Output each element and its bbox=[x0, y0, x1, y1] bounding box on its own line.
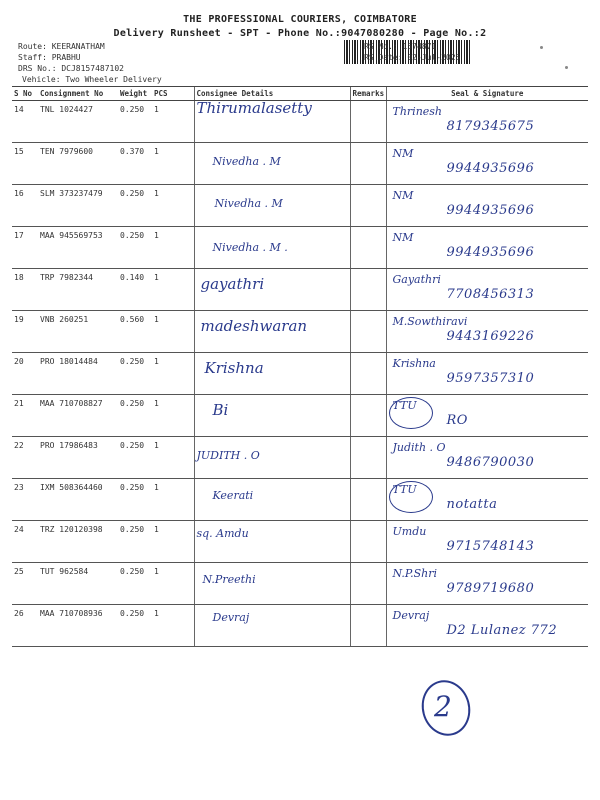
row-signature bbox=[386, 437, 588, 479]
signature-circle bbox=[389, 481, 433, 513]
row-consignee bbox=[194, 143, 350, 185]
row-sno: 22 bbox=[12, 437, 38, 479]
row-sno: 24 bbox=[12, 521, 38, 563]
row-remarks bbox=[350, 395, 386, 437]
signature-handwritten: M.Sowthiravi bbox=[392, 315, 468, 328]
row-signature bbox=[386, 479, 588, 521]
table-row bbox=[12, 269, 588, 311]
row-signature bbox=[386, 101, 588, 143]
route-label: Route: KEERANATHAM bbox=[18, 42, 105, 51]
row-remarks bbox=[350, 479, 386, 521]
col-signature: Seal & Signature bbox=[386, 87, 588, 101]
row-pcs: 1 bbox=[152, 311, 194, 353]
col-sno: S No bbox=[12, 87, 38, 101]
drs-number: DRS No.: DCJ8157487102 bbox=[18, 64, 124, 73]
row-pcs: 1 bbox=[152, 227, 194, 269]
table-row bbox=[12, 563, 588, 605]
signature-handwritten: Devraj bbox=[392, 609, 430, 622]
signature-handwritten: TTU bbox=[392, 483, 417, 496]
signature-handwritten: N.P.Shri bbox=[392, 567, 437, 580]
phone-handwritten: 9944935696 bbox=[446, 203, 535, 218]
col-consignment: Consignment No bbox=[38, 87, 118, 101]
row-sno: 16 bbox=[12, 185, 38, 227]
signature-handwritten: Umdu bbox=[392, 525, 427, 538]
consignee-name-handwritten: Nivedha . M bbox=[214, 197, 283, 210]
row-signature bbox=[386, 563, 588, 605]
row-remarks bbox=[350, 311, 386, 353]
consignee-name-handwritten: Krishna bbox=[204, 359, 264, 377]
row-pcs: 1 bbox=[152, 605, 194, 647]
row-consignee bbox=[194, 521, 350, 563]
row-remarks bbox=[350, 101, 386, 143]
row-remarks bbox=[350, 227, 386, 269]
row-signature bbox=[386, 269, 588, 311]
signature-handwritten: NM bbox=[392, 147, 414, 160]
row-consignee bbox=[194, 185, 350, 227]
row-signature bbox=[386, 605, 588, 647]
company-title: THE PROFESSIONAL COURIERS, COIMBATORE bbox=[183, 14, 417, 25]
vehicle-label: Vehicle: Two Wheeler Delivery bbox=[22, 75, 162, 84]
consignee-name-handwritten: Thirumalasetty bbox=[196, 100, 312, 117]
consignee-name-handwritten: madeshwaran bbox=[200, 317, 308, 335]
row-weight: 0.250 bbox=[118, 227, 152, 269]
row-signature bbox=[386, 353, 588, 395]
row-consignee bbox=[194, 563, 350, 605]
row-weight: 0.250 bbox=[118, 185, 152, 227]
row-pcs: 1 bbox=[152, 185, 194, 227]
row-pcs: 1 bbox=[152, 101, 194, 143]
row-pcs: 1 bbox=[152, 437, 194, 479]
phone-handwritten: D2 Lulanez 772 bbox=[446, 623, 558, 638]
consignee-name-handwritten: JUDITH . O bbox=[196, 449, 260, 462]
row-signature bbox=[386, 311, 588, 353]
row-pcs: 1 bbox=[152, 521, 194, 563]
row-consignee bbox=[194, 101, 350, 143]
row-consignment: VNB 260251 bbox=[38, 311, 118, 353]
signature-handwritten: NM bbox=[392, 189, 414, 202]
table-row bbox=[12, 101, 588, 143]
row-consignment: MAA 945569753 bbox=[38, 227, 118, 269]
row-consignment: TUT 962584 bbox=[38, 563, 118, 605]
row-remarks bbox=[350, 143, 386, 185]
signature-handwritten: Krishna bbox=[392, 357, 436, 370]
consignee-name-handwritten: Devraj bbox=[212, 611, 250, 624]
row-consignee bbox=[194, 227, 350, 269]
row-weight: 0.250 bbox=[118, 101, 152, 143]
row-sno: 14 bbox=[12, 101, 38, 143]
phone-handwritten: 7708456313 bbox=[446, 287, 535, 302]
row-pcs: 1 bbox=[152, 143, 194, 185]
row-pcs: 1 bbox=[152, 269, 194, 311]
signature-circle bbox=[389, 397, 433, 429]
table-row bbox=[12, 395, 588, 437]
row-weight: 0.250 bbox=[118, 521, 152, 563]
row-pcs: 1 bbox=[152, 563, 194, 605]
page-handwritten-number: 2 bbox=[434, 690, 452, 723]
phone-handwritten: 9486790030 bbox=[446, 455, 535, 470]
consignee-name-handwritten: Bi bbox=[212, 401, 229, 419]
row-sno: 18 bbox=[12, 269, 38, 311]
row-remarks bbox=[350, 437, 386, 479]
row-sno: 17 bbox=[12, 227, 38, 269]
row-signature bbox=[386, 227, 588, 269]
consignee-name-handwritten: gayathri bbox=[200, 275, 265, 293]
row-signature bbox=[386, 395, 588, 437]
row-remarks bbox=[350, 353, 386, 395]
row-consignee bbox=[194, 311, 350, 353]
row-weight: 0.250 bbox=[118, 605, 152, 647]
table-row bbox=[12, 185, 588, 227]
col-weight: Weight bbox=[118, 87, 152, 101]
row-weight: 0.250 bbox=[118, 437, 152, 479]
row-sno: 25 bbox=[12, 563, 38, 605]
signature-handwritten: Judith . O bbox=[392, 441, 446, 454]
staff-label: Staff: PRABHU bbox=[18, 53, 81, 62]
row-pcs: 1 bbox=[152, 395, 194, 437]
rs-number: RS No.: 1574871 bbox=[364, 42, 437, 51]
consignee-name-handwritten: N.Preethi bbox=[202, 573, 256, 586]
row-consignment: TEN 7979600 bbox=[38, 143, 118, 185]
row-signature bbox=[386, 521, 588, 563]
row-consignment: MAA 710708827 bbox=[38, 395, 118, 437]
row-sno: 15 bbox=[12, 143, 38, 185]
rs-date: RS Date: 02-Jul-2025 bbox=[364, 53, 461, 62]
runsheet-title: Delivery Runsheet - SPT - Phone No.:9047080280 - Page No.:2 bbox=[113, 28, 487, 39]
table-row bbox=[12, 605, 588, 647]
row-pcs: 1 bbox=[152, 479, 194, 521]
consignee-name-handwritten: Nivedha . M bbox=[212, 155, 281, 168]
col-pcs: PCS bbox=[152, 87, 194, 101]
col-remarks: Remarks bbox=[350, 87, 386, 101]
row-weight: 0.250 bbox=[118, 479, 152, 521]
row-signature bbox=[386, 143, 588, 185]
row-signature bbox=[386, 185, 588, 227]
row-pcs: 1 bbox=[152, 353, 194, 395]
row-sno: 20 bbox=[12, 353, 38, 395]
signature-handwritten: Gayathri bbox=[392, 273, 441, 286]
row-consignment: MAA 710708936 bbox=[38, 605, 118, 647]
row-consignment: PRO 18014484 bbox=[38, 353, 118, 395]
row-remarks bbox=[350, 605, 386, 647]
row-remarks bbox=[350, 563, 386, 605]
table-row bbox=[12, 353, 588, 395]
row-consignment: SLM 373237479 bbox=[38, 185, 118, 227]
row-weight: 0.140 bbox=[118, 269, 152, 311]
row-consignee bbox=[194, 353, 350, 395]
row-weight: 0.560 bbox=[118, 311, 152, 353]
mark-dot bbox=[565, 66, 568, 69]
row-consignee bbox=[194, 269, 350, 311]
runsheet-table bbox=[12, 86, 588, 647]
mark-dot bbox=[540, 46, 543, 49]
table-row bbox=[12, 437, 588, 479]
row-consignee bbox=[194, 437, 350, 479]
phone-handwritten: 9944935696 bbox=[446, 161, 535, 176]
phone-handwritten: 9715748143 bbox=[446, 539, 535, 554]
signature-handwritten: Thrinesh bbox=[392, 105, 443, 118]
row-consignee bbox=[194, 395, 350, 437]
phone-handwritten: 9597357310 bbox=[446, 371, 535, 386]
row-consignment: IXM 508364460 bbox=[38, 479, 118, 521]
table-row bbox=[12, 311, 588, 353]
row-sno: 26 bbox=[12, 605, 38, 647]
consignee-name-handwritten: Nivedha . M . bbox=[212, 241, 288, 254]
row-weight: 0.250 bbox=[118, 395, 152, 437]
signature-handwritten: TTU bbox=[392, 399, 417, 412]
row-weight: 0.250 bbox=[118, 563, 152, 605]
row-sno: 21 bbox=[12, 395, 38, 437]
phone-handwritten: 9443169226 bbox=[446, 329, 535, 344]
table-row bbox=[12, 479, 588, 521]
consignee-name-handwritten: Keerati bbox=[212, 489, 254, 502]
phone-handwritten: notatta bbox=[446, 497, 498, 512]
table-row bbox=[12, 143, 588, 185]
row-remarks bbox=[350, 521, 386, 563]
row-sno: 23 bbox=[12, 479, 38, 521]
phone-handwritten: RO bbox=[446, 413, 468, 428]
phone-handwritten: 9944935696 bbox=[446, 245, 535, 260]
consignee-name-handwritten: sq. Amdu bbox=[196, 527, 249, 540]
row-consignment: PRO 17986483 bbox=[38, 437, 118, 479]
row-weight: 0.250 bbox=[118, 353, 152, 395]
col-consignee: Consignee Details bbox=[194, 87, 350, 101]
table-row bbox=[12, 521, 588, 563]
row-weight: 0.370 bbox=[118, 143, 152, 185]
row-consignee bbox=[194, 605, 350, 647]
row-consignment: TNL 1024427 bbox=[38, 101, 118, 143]
phone-handwritten: 8179345675 bbox=[446, 119, 535, 134]
signature-handwritten: NM bbox=[392, 231, 414, 244]
phone-handwritten: 9789719680 bbox=[446, 581, 535, 596]
table-header-row bbox=[12, 87, 588, 101]
row-consignment: TRZ 120120398 bbox=[38, 521, 118, 563]
row-remarks bbox=[350, 185, 386, 227]
row-sno: 19 bbox=[12, 311, 38, 353]
table-row bbox=[12, 227, 588, 269]
row-consignee bbox=[194, 479, 350, 521]
row-remarks bbox=[350, 269, 386, 311]
row-consignment: TRP 7982344 bbox=[38, 269, 118, 311]
